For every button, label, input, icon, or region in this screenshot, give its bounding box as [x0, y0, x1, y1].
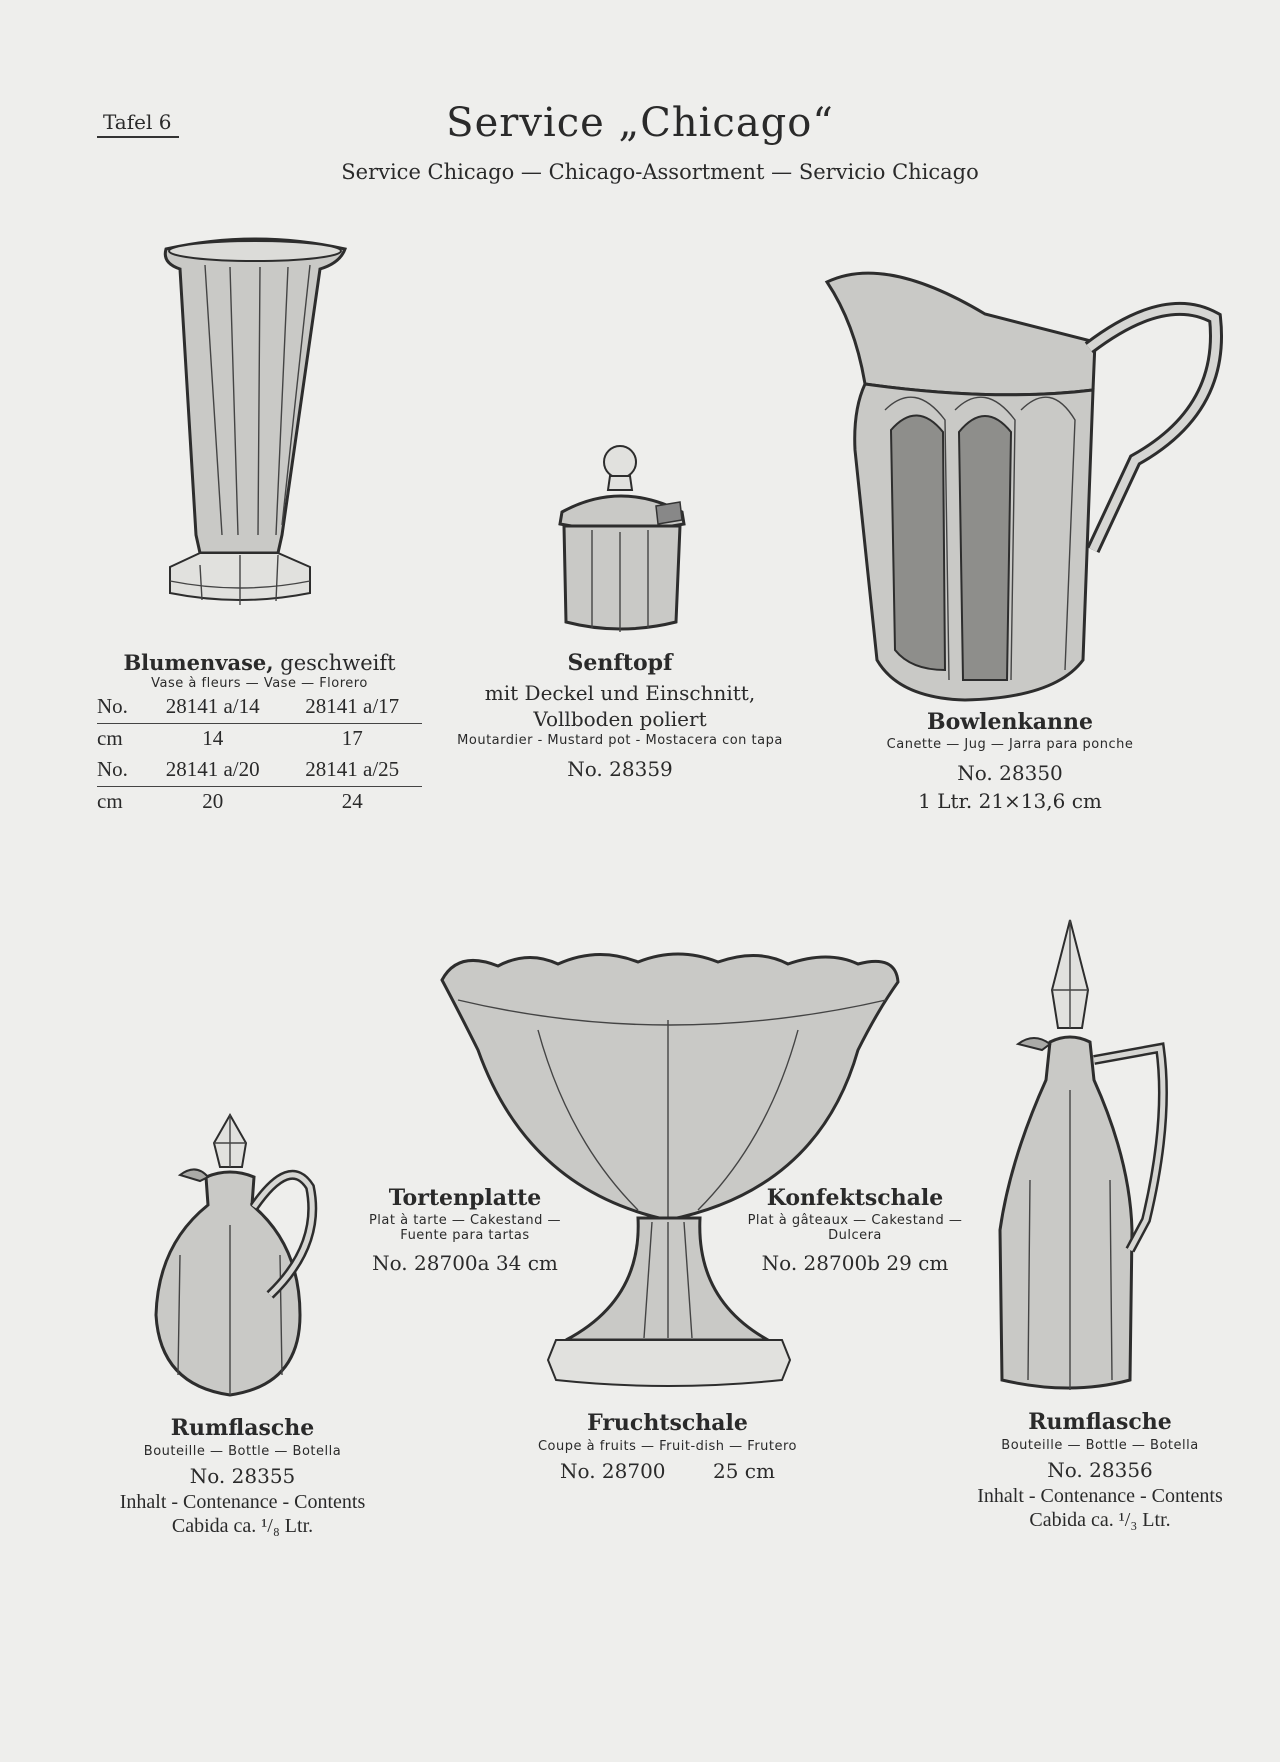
mustard-translations: Moutardier - Mustard pot - Mostacera con tapa [457, 733, 783, 748]
rum-bottle-small-illustration [150, 1115, 330, 1405]
table-cell: 28141 a/14 [143, 692, 283, 724]
punch-jug-illustration [825, 260, 1230, 710]
jug-number: No. 28350 [957, 761, 1063, 785]
mustard-desc-line-2: Vollboden poliert [533, 707, 707, 731]
table-cell: 14 [202, 726, 224, 750]
cakeplate-translations-1: Plat à tarte — Cakestand — [368, 1213, 562, 1228]
table-cell: cm [97, 789, 123, 813]
fruit-bowl-size: 25 cm [713, 1459, 775, 1483]
table-cell: No. [97, 692, 143, 724]
rum-bottle-large-illustration [990, 920, 1200, 1400]
table-row [97, 755, 422, 787]
mustard-pot-illustration [552, 440, 692, 640]
confect-translations-1: Plat à gâteaux — Cakestand — [747, 1213, 963, 1228]
vase-name-suffix: geschweift [280, 651, 396, 675]
rum-bottle-small-translations: Bouteille — Bottle — Botella [143, 1444, 342, 1459]
rum-bottle-small-name: Rumflasche [170, 1415, 315, 1441]
mustard-number: No. 28359 [567, 757, 673, 781]
table-row [97, 787, 422, 819]
confect-translations-2: Dulcera [828, 1228, 882, 1243]
flower-vase-illustration [160, 235, 360, 635]
vase-name [97, 650, 422, 675]
rum-bottle-small-number: No. 28355 [189, 1464, 296, 1488]
cakeplate-translations-2: Fuente para tartas [400, 1228, 530, 1243]
fruit-bowl-number: No. 28700 [560, 1459, 666, 1483]
table-cell: 24 [341, 789, 363, 813]
jug-name: Bowlenkanne [926, 709, 1094, 735]
jug-translations: Canette — Jug — Jarra para ponche [886, 737, 1134, 752]
mustard-desc-line-1: mit Deckel und Einschnitt, [484, 681, 756, 705]
rum-bottle-large-translations: Bouteille — Bottle — Botella [1001, 1438, 1199, 1453]
confect-number: No. 28700b 29 cm [761, 1251, 949, 1275]
table-cell: 28141 a/25 [282, 755, 422, 787]
fruit-bowl-translations: Coupe à fruits — Fruit-dish — Frutero [537, 1439, 798, 1454]
confect-name: Konfektschale [766, 1185, 944, 1211]
rum-bottle-small-capacity: Cabida ca. ¹/₈ Ltr. [171, 1515, 314, 1537]
rum-bottle-large-capacity: Cabida ca. ¹/₃ Ltr. [1029, 1509, 1171, 1531]
table-row [97, 692, 422, 724]
cakeplate-name: Tortenplatte [388, 1185, 542, 1211]
plate-number: Tafel 6 [97, 110, 179, 138]
fruit-bowl-illustration [438, 940, 900, 1400]
vase-translations: Vase à fleurs — Vase — Florero [151, 676, 368, 691]
table-row [97, 724, 422, 756]
jug-size: 1 Ltr. 21×13,6 cm [918, 789, 1102, 813]
table-cell: 20 [202, 789, 224, 813]
table-cell: cm [97, 726, 123, 750]
table-cell: 28141 a/20 [143, 755, 283, 787]
vase-name-main: Blumenvase, [123, 650, 274, 675]
mustard-name: Senftopf [567, 650, 673, 676]
fruit-bowl-name: Fruchtschale [587, 1410, 748, 1436]
page-title: Service „Chicago“ [446, 100, 834, 146]
rum-bottle-small-content-label: Inhalt - Contenance - Contents [119, 1491, 366, 1513]
rum-bottle-large-name: Rumflasche [1028, 1409, 1172, 1435]
table-cell: 17 [341, 726, 363, 750]
vase-size-table [97, 692, 422, 818]
table-cell: No. [97, 755, 143, 787]
rum-bottle-large-content-label: Inhalt - Contenance - Contents [977, 1485, 1223, 1507]
rum-bottle-large-number: No. 28356 [1047, 1458, 1153, 1482]
table-cell: 28141 a/17 [282, 692, 422, 724]
cakeplate-number: No. 28700a 34 cm [372, 1251, 558, 1275]
page-subtitle: Service Chicago — Chicago-Assortment — Servicio Chicago [341, 160, 979, 184]
